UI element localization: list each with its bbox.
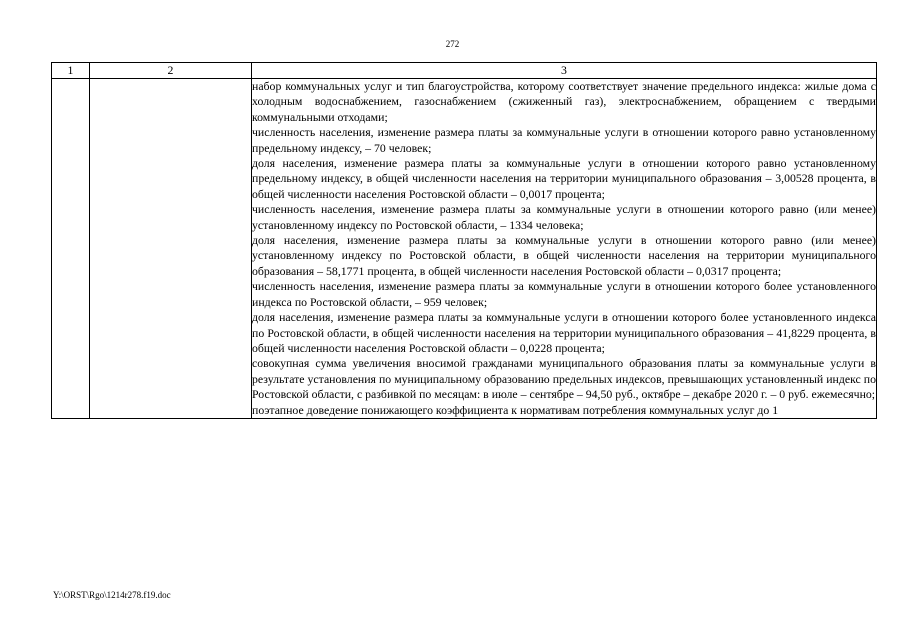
paragraph-share-less: доля населения, изменение размера платы за коммунальные услуги в отношении которого равно (или менее) установленному индексу по Ростовской области, в общей численности населения на территории муниципального образования – 58,1771 процента, в общей численности населения Ростовской области – 0,0317 процента; [252, 233, 876, 278]
table-header-row [52, 63, 877, 79]
empty-cell-2 [90, 79, 252, 419]
paragraph-share-equal: доля населения, изменение размера платы за коммунальные услуги в отношении которого равно установленному предельному индексу, в общей численности населения на территории муниципального образования – 3,00528 процента, в общей численности населения Ростовской области – 0,0017 процента; [252, 156, 876, 201]
paragraph-coefficient: поэтапное доведение понижающего коэффициента к нормативам потребления коммунальных услуг до 1 [252, 402, 779, 417]
document-table [51, 62, 877, 419]
column-header-2: 2 [90, 63, 252, 79]
content-cell [252, 79, 877, 419]
column-header-1: 1 [52, 63, 90, 79]
empty-cell-1 [52, 79, 90, 419]
column-header-3: 3 [252, 63, 877, 79]
paragraph-utility-set: набор коммунальных услуг и тип благоустройства, которому соответствует значение предельного индекса: жилые дома с холодным водоснабжением, газоснабжением (сжиженный газ), электроснабжением, обращением с твердыми коммунальными отходами; [252, 79, 876, 124]
footer-file-path: Y:\ORST\Rgo\1214r278.f19.doc [53, 590, 171, 600]
page-number: 272 [445, 39, 460, 49]
paragraph-population-more: численность населения, изменение размера платы за коммунальные услуги в отношении которого более установленного индекса по Ростовской области, – 959 человек; [252, 279, 876, 309]
paragraph-total-increase: совокупная сумма увеличения вносимой гражданами муниципального образования платы за коммунальные услуги в результате установления по муниципальному образованию предельных индексов, превышающих установленный индекс по Ростовской области, с разбивкой по месяцам: в июле – сентябре – 94,50 руб., октябре – декабре 2020 г. – 0 руб. ежемесячно; [252, 356, 876, 402]
paragraph-population-less: численность населения, изменение размера платы за коммунальные услуги в отношении которого равно (или менее) установленному индексу по Ростовской области, – 1334 человека; [252, 202, 876, 232]
paragraph-share-more: доля населения, изменение размера платы за коммунальные услуги в отношении которого более установленного индекса по Ростовской области, в общей численности населения на территории муниципального образования – 41,8229 процента, в общей численности населения Ростовской области – 0,0228 процента; [252, 310, 876, 355]
paragraph-population-equal: численность населения, изменение размера платы за коммунальные услуги в отношении которого равно установленному предельному индексу, – 70 человек; [252, 125, 876, 155]
table-row [52, 79, 877, 419]
